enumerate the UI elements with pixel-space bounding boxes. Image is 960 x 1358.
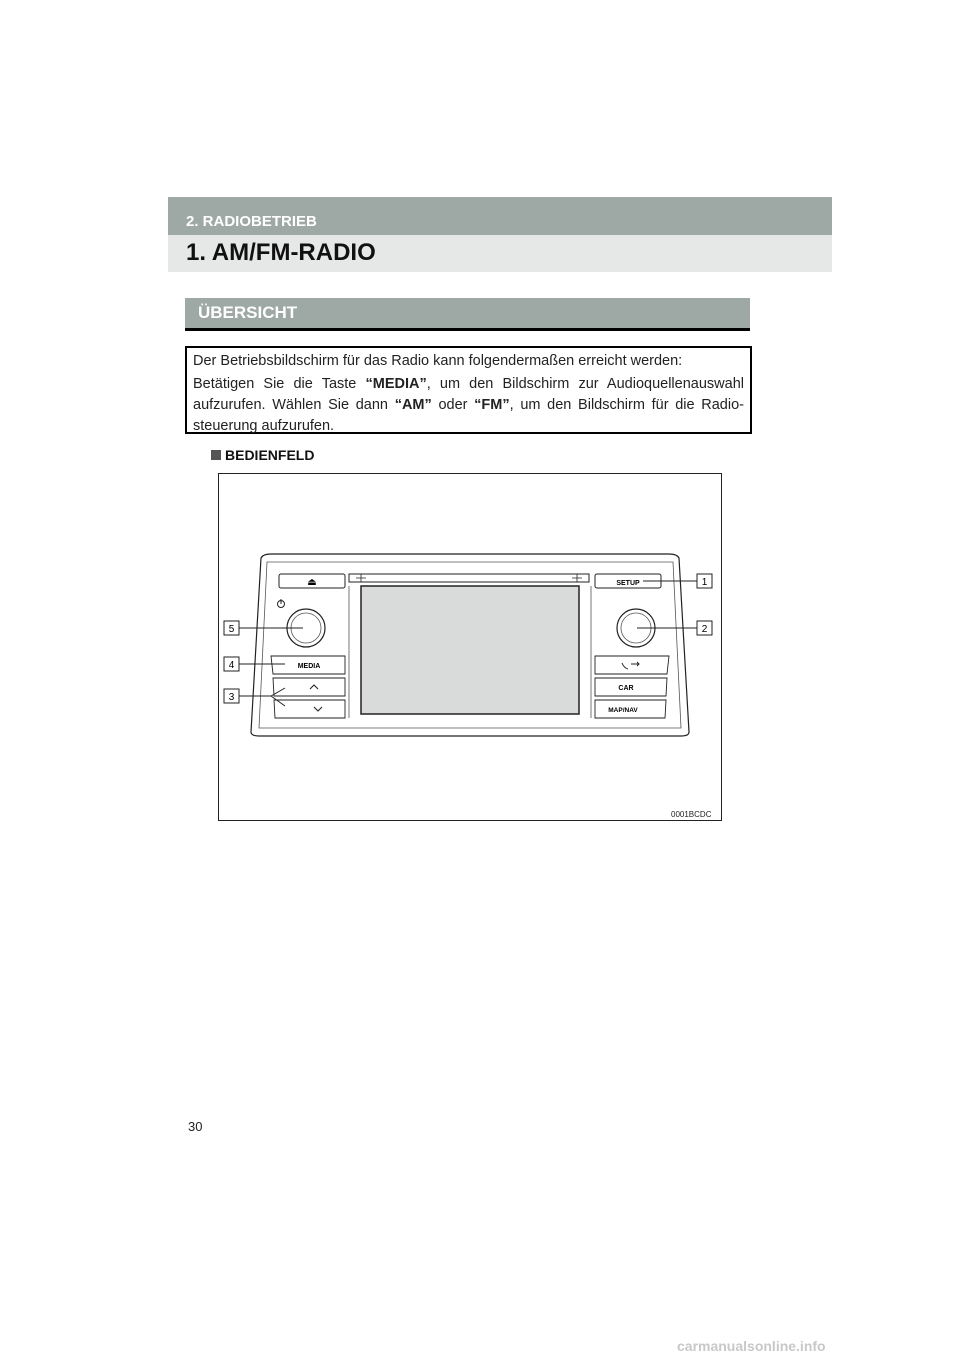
svg-text:1: 1	[701, 577, 708, 588]
panel-heading	[211, 447, 314, 463]
control-panel-figure	[218, 473, 722, 821]
title-bar	[168, 235, 832, 272]
section-header-bar	[168, 197, 832, 235]
media-keyword: “MEDIA”	[365, 376, 427, 392]
svg-text:5: 5	[228, 624, 235, 635]
map-nav-button[interactable]	[595, 700, 666, 718]
svg-text:MAP/NAV: MAP/NAV	[608, 707, 638, 714]
svg-text:MEDIA: MEDIA	[297, 663, 321, 670]
page-number: 30	[188, 1119, 203, 1134]
svg-text:3: 3	[228, 692, 235, 703]
svg-text:CAR: CAR	[618, 685, 634, 692]
seek-up-button[interactable]	[273, 678, 345, 696]
callout-1	[697, 574, 712, 588]
bullet-square-icon	[211, 450, 221, 460]
fm-keyword: “FM”	[474, 397, 510, 413]
callout-5	[224, 621, 239, 635]
figure-code: 0001BCDC	[671, 810, 712, 819]
overview-line2: Betätigen Sie die Taste “MEDIA”, um den Bildschirm zur Audioquellenauswahl aufzurufen. Wählen Sie dann “AM” oder “FM”, um den Bildschirm für die Radio-steuerung aufzurufen.	[193, 376, 744, 434]
media-button[interactable]	[271, 656, 345, 674]
overview-heading: ÜBERSICHT	[198, 303, 298, 322]
callout-3	[224, 689, 239, 703]
svg-text:⏏: ⏏	[307, 577, 317, 588]
display-screen	[361, 586, 579, 714]
overview-box	[185, 346, 752, 434]
am-keyword: “AM”	[394, 397, 432, 413]
callout-4	[224, 657, 239, 671]
seek-down-button[interactable]	[274, 700, 345, 718]
overview-line1: Der Betriebsbildschirm für das Radio kann folgendermaßen erreicht werden:	[193, 353, 683, 369]
car-button[interactable]	[595, 678, 667, 696]
overview-heading-bar	[185, 298, 750, 331]
svg-text:2: 2	[701, 624, 708, 635]
callout-2	[697, 621, 712, 635]
section-label: 2. RADIOBETRIEB	[186, 213, 317, 230]
head-unit-illustration	[219, 474, 721, 820]
watermark: carmanualsonline.info	[677, 1338, 826, 1354]
eject-button[interactable]	[279, 574, 345, 588]
phone-button[interactable]	[595, 656, 669, 674]
svg-text:4: 4	[228, 660, 235, 671]
panel-heading-label: BEDIENFELD	[225, 447, 315, 463]
svg-text:SETUP: SETUP	[616, 580, 640, 587]
page-title: 1. AM/FM-RADIO	[186, 239, 376, 266]
